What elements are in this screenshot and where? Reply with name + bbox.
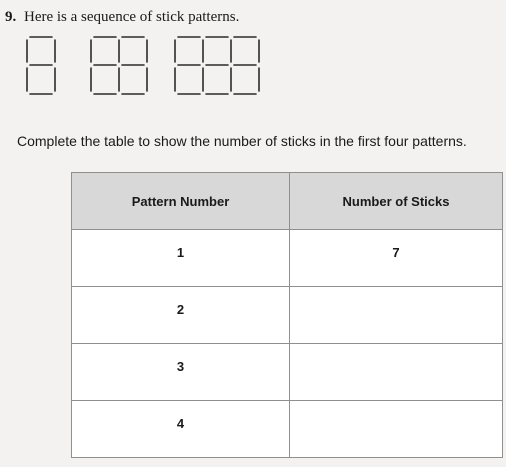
sticks-answer-cell[interactable] [290,401,503,458]
sticks-answer-cell[interactable] [290,287,503,344]
pattern-number-cell: 2 [72,287,290,344]
stick-pattern-1 [27,37,55,94]
table-row [72,287,503,344]
table-header-row [72,173,503,230]
pattern-number-cell: 3 [72,344,290,401]
instruction-text: Complete the table to show the number of sticks in the first four patterns. [17,133,467,149]
table-row [72,401,503,458]
pattern-number-cell: 4 [72,401,290,458]
sticks-answer-cell[interactable]: 7 [290,230,503,287]
table-row [72,230,503,287]
sticks-answer-cell[interactable] [290,344,503,401]
stick-pattern-2 [91,37,147,94]
stick-pattern-3 [175,37,259,94]
table-row [72,344,503,401]
sticks-table [71,172,503,458]
question-text: Here is a sequence of stick patterns. [24,9,240,25]
stick-patterns-figure [0,0,506,110]
header-number-of-sticks: Number of Sticks [290,173,503,230]
pattern-number-cell: 1 [72,230,290,287]
header-pattern-number: Pattern Number [72,173,290,230]
question-number: 9. [5,9,17,25]
